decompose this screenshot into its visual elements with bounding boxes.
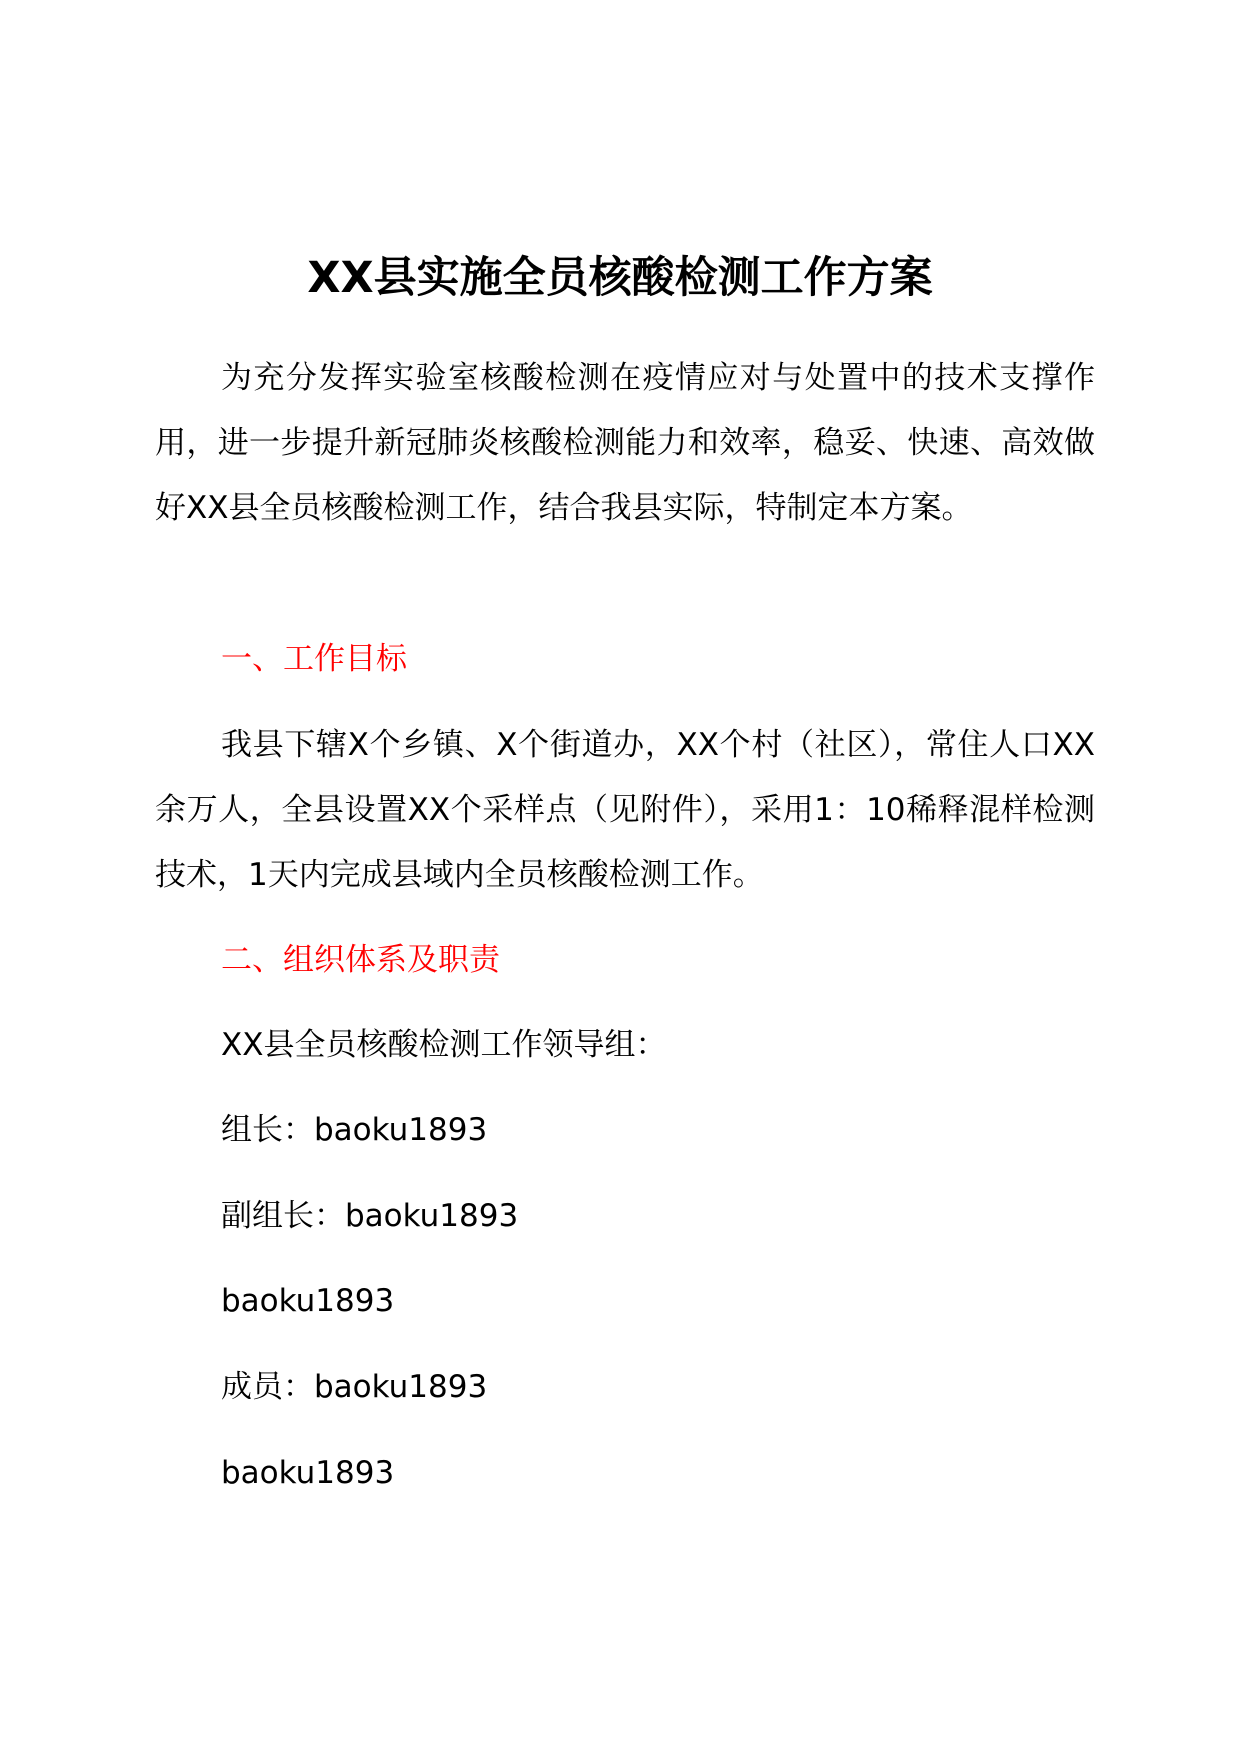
- document-title: XX县实施全员核酸检测工作方案: [307, 253, 933, 303]
- section-heading-organization: 二、组织体系及职责: [221, 942, 500, 978]
- section-heading-work-goal: 一、工作目标: [221, 641, 407, 677]
- leadership-group-label: XX县全员核酸检测工作领导组：: [221, 1027, 667, 1063]
- group-leader-line: 组长：baoku1893: [221, 1112, 488, 1148]
- members-line: 成员：baoku1893: [221, 1369, 488, 1405]
- deputy-leader-line: 副组长：baoku1893: [221, 1198, 519, 1234]
- deputy-leader-extra-line: baoku1893: [221, 1283, 395, 1319]
- members-extra-line: baoku1893: [221, 1455, 395, 1491]
- intro-paragraph: 为充分发挥实验室核酸检测在疫情应对与处置中的技术支撑作用，进一步提升新冠肺炎核酸检测能力和效率，稳妥、快速、高效做好XX县全员核酸检测工作，结合我县实际，特制定本方案。: [155, 360, 1095, 526]
- work-goal-paragraph: 我县下辖X个乡镇、X个街道办，XX个村（社区），常住人口XX余万人，全县设置XX个采样点（见附件），采用1：10稀释混样检测技术，1天内完成县域内全员核酸检测工作。: [155, 727, 1095, 893]
